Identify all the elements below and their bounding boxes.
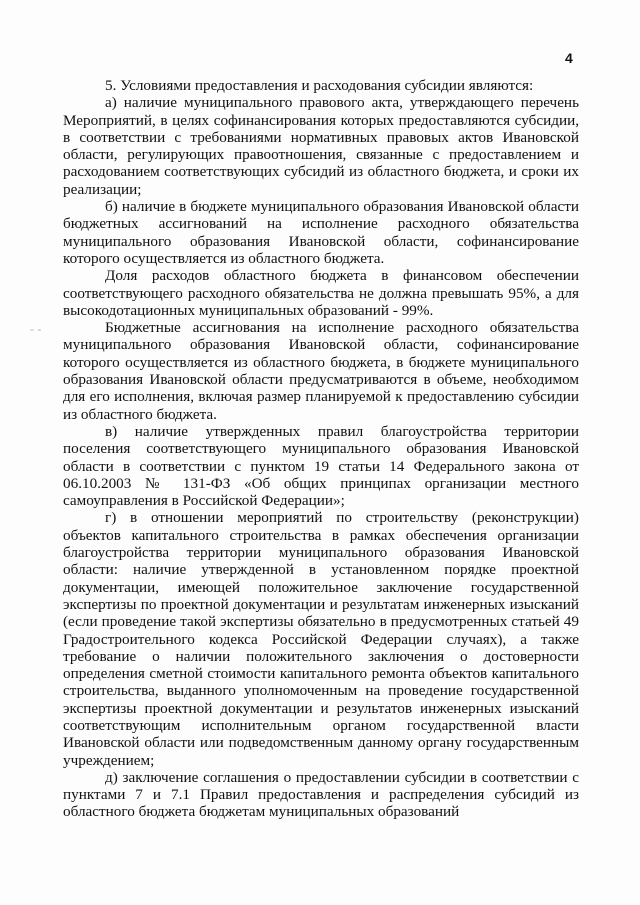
paragraph-budget-allocations: Бюджетные ассигнования на исполнение расходного обязательства муниципального образования Ивановской области, софинансирование которого осуществляется из областного бюджета, в бюджете муниципального образования Ивановской области предусматриваются в объеме, необходимом для его исполнения, включая размер планируемой к предоставлению субсидии из областного бюджета. [63, 319, 579, 423]
page-number: 4 [565, 50, 573, 66]
paragraph-d: д) заключение соглашения о предоставлении субсидии в соответствии с пунктами 7 и 7.1 Правил предоставления и распределения субсидий из областного бюджета бюджетам муниципальных образований [63, 768, 579, 821]
paragraph-budget-share: Доля расходов областного бюджета в финансовом обеспечении соответствующего расходного обязательства не должна превышать 95%, а для высокодотационных муниципальных образований - 99%. [63, 267, 579, 319]
document-body [63, 77, 579, 821]
paragraph-a: а) наличие муниципального правового акта, утверждающего перечень Мероприятий, в целях софинансирования которых предоставляются субсидии, в соответствии с требованиями нормативных правовых актов Ивановской области, регулирующих правоотношения, связанные с предоставлением и расходованием соответствующих субсидий из областного бюджета, и сроки их реализации; [63, 94, 579, 198]
section-heading: 5. Условиями предоставления и расходования субсидии являются: [105, 77, 534, 94]
paragraph-v: в) наличие утвержденных правил благоустройства территории поселения соответствующего муниципального образования Ивановской области в соответствии с пунктом 19 статьи 14 Федерального закона от 06.10.2003 № 131-ФЗ «Об общих принципах организации местного самоуправления в Российской Федерации»; [63, 422, 579, 510]
margin-mark: - - [30, 322, 42, 336]
paragraph-b: б) наличие в бюджете муниципального образования Ивановской области бюджетных ассигнований на исполнение расходного обязательства муниципального образования Ивановской области, софинансирование которого осуществляется из областного бюджета. [63, 198, 579, 267]
paragraph-g: г) в отношении мероприятий по строительству (реконструкции) объектов капитального строительства в рамках обеспечения организации благоустройства территории муниципального образования Ивановской области: наличие утвержденной в установленном порядке проектной документации, имеющей положительное заключение государственной экспертизы по проектной документации и результатам инженерных изысканий (если проведение такой экспертизы обязательно в предусмотренных статьей 49 Градостроительного кодекса Российской Федерации случаях), а также требование о наличии положительного заключения о достоверности определения сметной стоимости капитального ремонта объектов капитального строительства, выданного уполномоченным на проведение государственной экспертизы проектной документации и результатов инженерных изысканий соответствующим исполнительным органом государственной власти Ивановской области или подведомственным данному органу государственным учреждением; [63, 509, 579, 769]
